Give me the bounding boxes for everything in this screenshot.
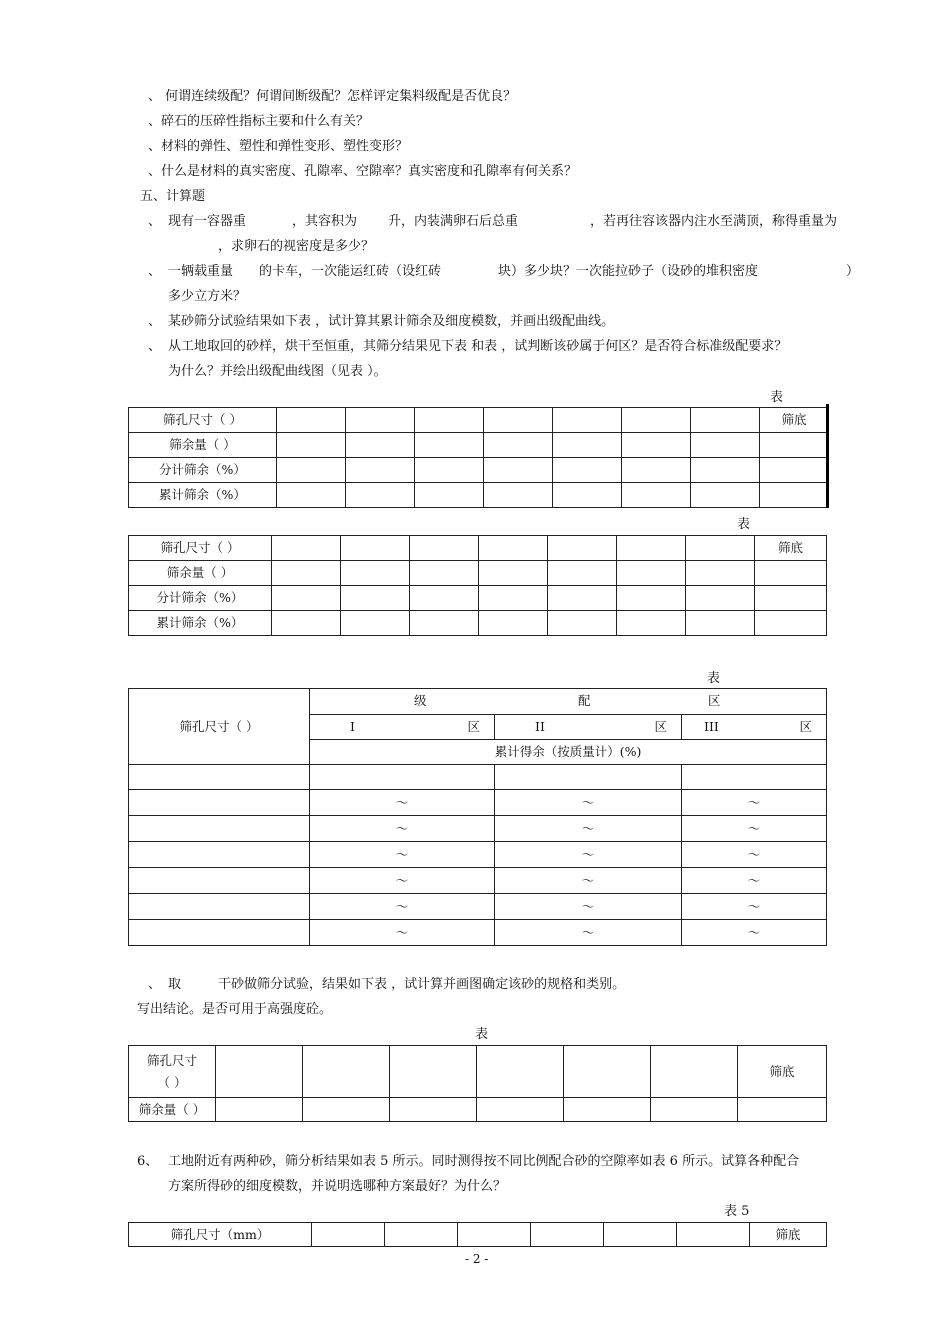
zone-label: 区 <box>654 719 667 734</box>
calc-1-text-b: ，其容积为 <box>292 214 358 229</box>
table-2-last-header: 筛底 <box>755 536 827 561</box>
table-2-row-header: 分计筛余（%） <box>129 586 272 611</box>
zone-num: I <box>350 719 355 734</box>
table-3-caption: 表 <box>707 671 721 686</box>
table-2-row-header: 筛余量（ ） <box>129 561 272 586</box>
calc-4-text: 从工地取回的砂样，烘干至恒重，其筛分结果见下表 和表 ，试判断该砂属于何区？是否符合标准级配要求？ <box>168 339 788 354</box>
calc-2-number: 、 <box>148 264 162 279</box>
question-1: 、 何谓连续级配？何谓间断级配？怎样评定集料级配是否优良？ <box>148 89 517 104</box>
table-4-row-header <box>129 1046 216 1098</box>
table-1-row-header: 累计筛余（%） <box>129 483 277 508</box>
table-1-last-header: 筛底 <box>760 408 829 433</box>
calc-6-number: 6、 <box>137 1154 159 1169</box>
table-2-row-header: 累计筛余（%） <box>129 611 272 636</box>
question-3: 、材料的弹性、塑性和弹性变形、塑性变形？ <box>148 139 409 154</box>
range-cell: ～ <box>682 894 827 920</box>
range-cell: ～ <box>495 894 682 920</box>
table-5-last-header: 筛底 <box>750 1223 827 1247</box>
table-4-row-header: 筛余量（ ） <box>129 1098 216 1122</box>
table-4-last-header: 筛底 <box>738 1046 827 1098</box>
table-row <box>129 790 827 816</box>
table-5-row-header: 筛孔尺寸（mm） <box>129 1223 312 1247</box>
range-cell: ～ <box>682 816 827 842</box>
table-1-row-header: 筛余量（ ） <box>129 433 277 458</box>
question-4: 、什么是材料的真实密度、孔隙率、空隙率？真实密度和孔隙率有何关系？ <box>148 164 578 179</box>
table-1-border <box>826 404 829 508</box>
table-2-caption: 表 <box>737 517 751 532</box>
zone-label: 区 <box>799 719 813 734</box>
calc-2-line-2: 多少立方米？ <box>168 289 247 304</box>
table-3-subheader: 累计得余（按质量计）(%) <box>310 740 827 765</box>
table-row <box>129 868 827 894</box>
zone-header <box>310 715 495 740</box>
calc-5-text-b: 干砂做筛分试验，结果如下表 ，试计算并画图确定该砂的规格和类别。 <box>218 977 626 992</box>
section-title: 五、计算题 <box>140 189 206 204</box>
calc-4-number: 、 <box>148 339 162 354</box>
table-row <box>129 765 827 790</box>
calc-1-text-a: 现有一容器重 <box>168 214 247 229</box>
calc-1-text-c: 升，内装满卵石后总重 <box>388 214 519 229</box>
zone-num: III <box>704 719 719 734</box>
range-cell: ～ <box>682 868 827 894</box>
range-cell: ～ <box>495 868 682 894</box>
page-number: - 2 - <box>465 1252 489 1266</box>
table-5 <box>128 1222 827 1247</box>
table-1-row-header: 分计筛余（%） <box>129 458 277 483</box>
range-cell: ～ <box>682 842 827 868</box>
table-row <box>129 920 827 946</box>
table-1 <box>128 407 829 508</box>
zone-header <box>682 715 827 740</box>
range-cell: ～ <box>310 868 495 894</box>
zone-header <box>495 715 682 740</box>
calc-1-number: 、 <box>148 214 162 229</box>
calc-1-text-d: ，若再往容该器内注水至满顶，称得重量为 <box>590 214 838 229</box>
range-cell: ～ <box>310 816 495 842</box>
table-3-row-header: 筛孔尺寸（ ） <box>129 689 310 765</box>
calc-5-line-2: 写出结论。是否可用于高强度砼。 <box>137 1002 333 1017</box>
table-5-caption: 表 5 <box>724 1204 750 1219</box>
grade-char: 级 <box>414 693 427 708</box>
calc-3-number: 、 <box>148 314 162 329</box>
range-cell: ～ <box>682 790 827 816</box>
range-cell: ～ <box>495 790 682 816</box>
table-row <box>129 816 827 842</box>
table-3-grade-header <box>310 689 827 715</box>
calc-5-number: 、 <box>148 977 162 992</box>
table-2-row-header: 筛孔尺寸（ ） <box>129 536 272 561</box>
grade-char: 配 <box>578 693 591 708</box>
table-3 <box>128 688 827 946</box>
calc-1-line-2: ，求卵石的视密度是多少？ <box>218 239 375 254</box>
table-4 <box>128 1045 827 1122</box>
calc-6-text: 工地附近有两种砂，筛分析结果如表 5 所示。同时测得按不同比例配合砂的空隙率如表 6 所示。试算各种配合 <box>168 1154 800 1169</box>
calc-2-text-b: 的卡车，一次能运红砖（设红砖 <box>259 264 442 279</box>
range-cell: ～ <box>310 920 495 946</box>
zone-num: II <box>535 719 545 734</box>
range-cell: ～ <box>682 920 827 946</box>
range-cell: ～ <box>495 842 682 868</box>
calc-2-text-a: 一辆载重量 <box>168 264 234 279</box>
header-line-2: （ ） <box>157 1074 187 1090</box>
range-cell: ～ <box>310 894 495 920</box>
range-cell: ～ <box>495 816 682 842</box>
range-cell: ～ <box>310 790 495 816</box>
calc-3-text: 某砂筛分试验结果如下表 ，试计算其累计筛余及细度模数，并画出级配曲线。 <box>168 314 615 329</box>
calc-4-line-2: 为什么？并绘出级配曲线图（见表 ）。 <box>168 364 387 379</box>
question-2: 、碎石的压碎性指标主要和什么有关？ <box>148 114 370 129</box>
zone-label: 区 <box>467 719 480 734</box>
table-2 <box>128 535 827 636</box>
calc-2-text-c: 块）多少块？一次能拉砂子（设砂的堆积密度 <box>498 264 759 279</box>
calc-5-text-a: 取 <box>168 977 182 992</box>
table-4-caption: 表 <box>475 1027 489 1042</box>
calc-6-line-2: 方案所得砂的细度模数，并说明选哪种方案最好？为什么？ <box>168 1179 507 1194</box>
range-cell: ～ <box>310 842 495 868</box>
grade-char: 区 <box>708 693 721 708</box>
table-1-row-header: 筛孔尺寸（ ） <box>129 408 277 433</box>
range-cell: ～ <box>495 920 682 946</box>
table-row <box>129 842 827 868</box>
table-row <box>129 894 827 920</box>
header-line-1: 筛孔尺寸 <box>146 1052 197 1068</box>
table-1-caption: 表 <box>770 390 784 405</box>
calc-2-text-d: ） <box>846 264 860 279</box>
